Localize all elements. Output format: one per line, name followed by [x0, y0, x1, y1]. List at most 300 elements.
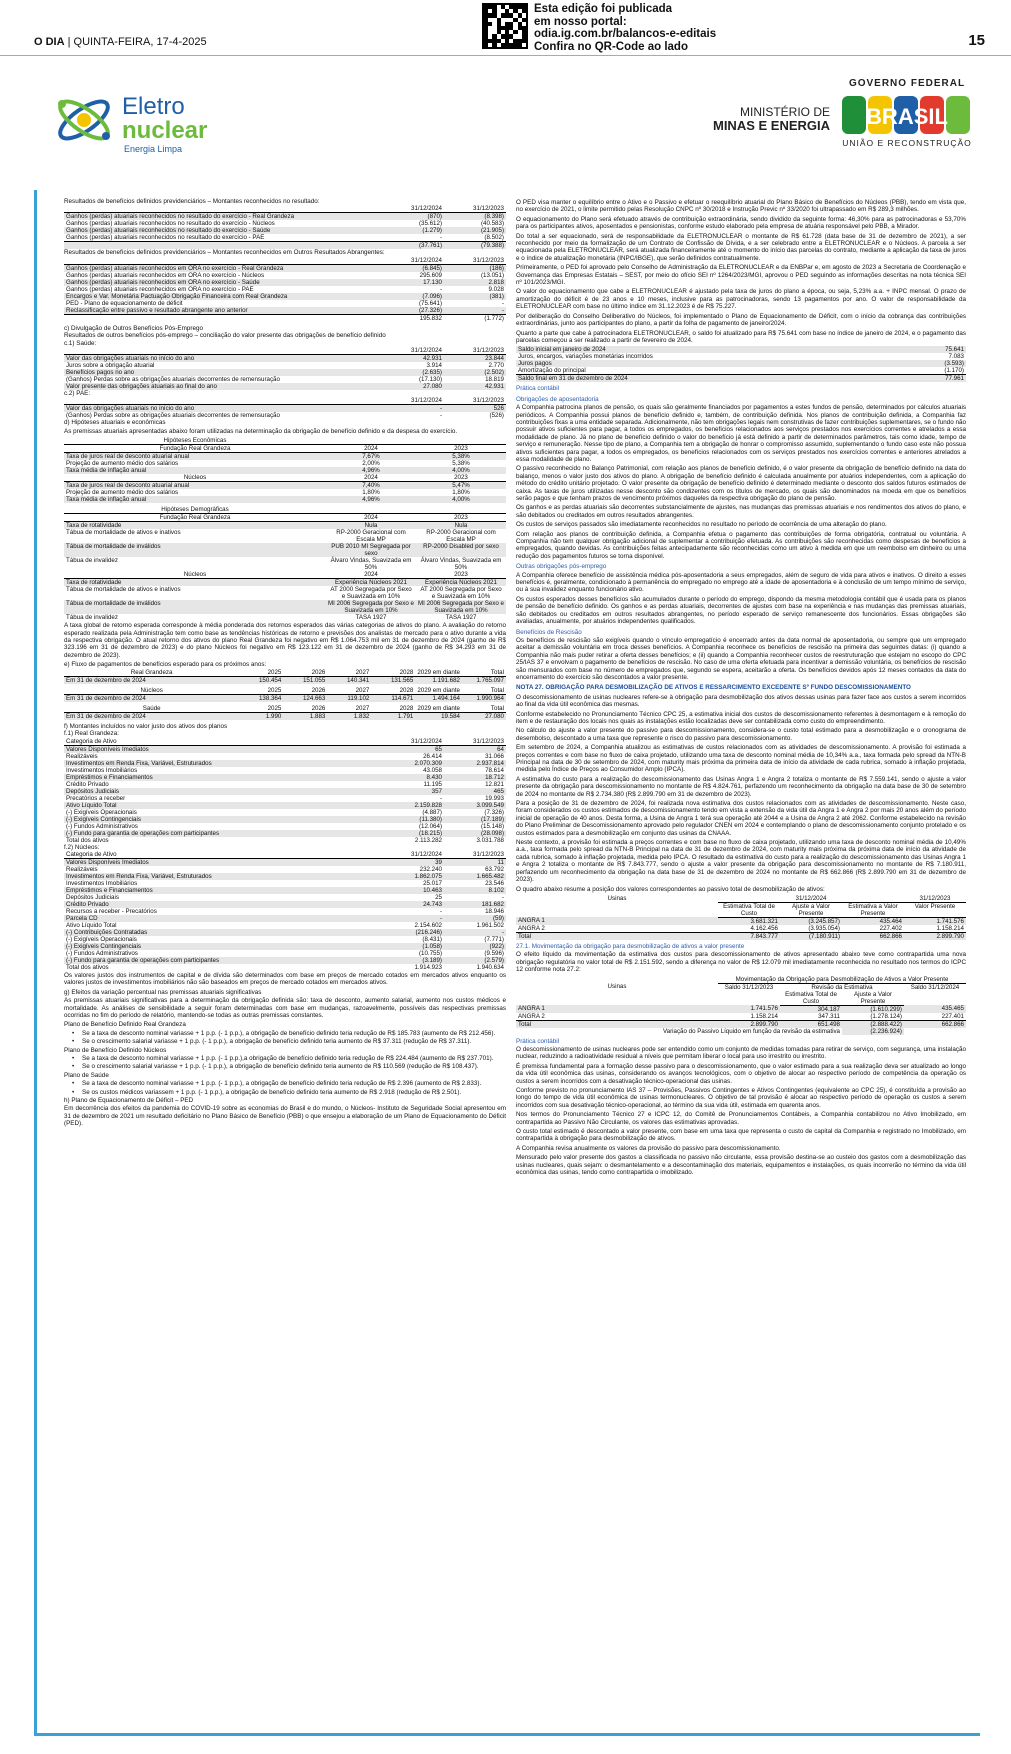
table-cell: AT 2000 Segregada por Sexo e Suavizada em 10%	[420, 586, 502, 601]
table-cell: MI 2006 Segregada por Sexo e Suavizada em 10%	[418, 600, 504, 615]
paragraph: Primeiramente, o PED foi aprovado pelo Conselho de Administração da ELETRONUCLEAR e da ENBPar e, em agosto de 2023 a Secretaria de Coordenação e Governança das Empresas Estatais – SEST, por meio do ofício SEI nº 1264/2023/MGI, aprovou o PED seguindo as informações descritas na nota técnica SEI nº 101/2023/MGI.	[516, 264, 966, 287]
table-cell: Revisão da Estimativa	[811, 983, 873, 991]
table-cell: Núcleos	[64, 571, 326, 579]
brand-band	[34, 62, 980, 182]
table-cell: 2028	[371, 687, 415, 695]
table-cell: (-) Fundos Administrativos	[66, 822, 138, 830]
table-cell: Tábua de mortalidade de ativos e inativos	[66, 529, 181, 537]
table-cell: Valor Presente	[904, 902, 966, 917]
table-row	[64, 873, 506, 880]
table-cell	[64, 257, 382, 265]
table-cell: (2.579)	[444, 957, 506, 964]
table-cell: (21.905)	[444, 227, 506, 234]
table-cell: 42.931	[382, 355, 444, 363]
bullet-item: • Se a taxa de desconto nominal variasse + 1 p.p. (- 1 p.p.),a obrigação de benefício definido teria redução de R$ 224.484 (aumento de R$ 237.701).	[64, 1055, 506, 1062]
table-cell: 4,96%	[326, 496, 416, 503]
table-cell: 7.843.777	[718, 932, 780, 940]
table-cell: 1.665.482	[444, 873, 506, 880]
table-cell: -	[382, 405, 444, 413]
ministry-line: MINISTÉRIO DE	[739, 105, 830, 119]
table-cell: Encargos e Var. Monetária Pactuação Obrigação Financeira com Real Grandeza	[64, 293, 382, 300]
table-cell: 295.609	[419, 271, 442, 279]
table-cell: 1.158.214	[750, 1012, 778, 1020]
table-header-row	[64, 514, 506, 522]
table-cell: 31/12/2023	[444, 851, 506, 859]
table-row	[64, 816, 506, 823]
table-cell: Valores Disponíveis Imediatos	[64, 858, 382, 866]
brasil-wordmark-icon	[842, 94, 972, 136]
paper-date: QUINTA-FEIRA, 17-4-2025	[73, 36, 207, 48]
paragraph: O efeito líquido da movimentação da estimativa dos custos para descomissionamento de ativos apresentado abaixo teve como contrapartida uma nova obrigação regulatória no valor total de R$ 2.151.592, sendo a diferença no valor de R$ 12.079 mil imediatamente reconhecida no resultado nos termos do ICPC 12 conforme nota 27.2:	[516, 951, 966, 974]
table-cell: 42.931	[444, 383, 506, 390]
table-cell: Depósitos Judiciais	[64, 788, 382, 795]
table-row	[516, 346, 966, 353]
subsection-label: Plano de Benefício Definido Núcleos	[64, 1046, 167, 1054]
table-row	[64, 823, 506, 830]
table-row	[64, 369, 506, 376]
section-subtitle: Resultados de outros benefícios pós-emprego – conciliação do valor presente das obrigações de benefício definido	[64, 332, 386, 340]
paragraph: Os benefícios de rescisão são exigíveis quando o vínculo empregatício é encerrado antes da data normal de aposentadoria, ou sempre que um empregado aceitar a demissão voluntária em troca desses benefícios. A Companhia reconhece os benefícios de rescisão na primeira das seguintes datas: (i) quando a Companhia não mais puder retirar a oferta desses benefícios; e (ii) quando a Companhia reconhecer custos de reestruturação que estejam no escopo do CPC 25/IAS 37 e envolvam o pagamento de benefícios de rescisão. No caso de uma oferta efetuada para incentivar a demissão voluntária, os benefícios de rescisão são mensurados com base no número de empregados que, segundo se espera, aceitarão a oferta. Os benefícios devidos após 12 meses contados da data do encerramento do exercício são descontados a valor presente.	[516, 636, 966, 681]
table-cell: (40.583)	[480, 220, 504, 228]
table-cell: (7.771)	[484, 935, 504, 943]
table-cell: 435.464	[842, 917, 904, 925]
table-cell: (3.593)	[901, 360, 966, 367]
table-cell: 19.584	[415, 712, 462, 720]
qr-code-icon[interactable]	[482, 3, 528, 49]
table-cell: 1.990.964	[462, 694, 506, 702]
table-cell: Juros, encargos, variações monetárias incorridos	[518, 353, 653, 361]
table-row	[64, 272, 506, 279]
bullet-item: • Se o crescimento salarial variasse + 1 p.p. (- 1 p.p.), a obrigação de benefício definido teria aumento de R$ 37.311 (redução de R$ 37.311).	[64, 1038, 506, 1045]
table-cell: 78.614	[485, 766, 504, 774]
table-cell: (Ganhos) Perdas sobre as obrigações atuariais decorrentes de remensuração	[66, 376, 280, 384]
table-cell: Ganhos (perdas) atuariais reconhecidos em ORA no exercício - PAE	[66, 285, 254, 293]
table-cell: (7.326)	[484, 808, 504, 816]
table-cell: -	[439, 285, 442, 293]
table-header-row	[64, 506, 506, 514]
table-cell: Estimativa Total de Custo	[718, 902, 780, 917]
table-row	[64, 453, 506, 461]
table-row	[64, 901, 506, 908]
table-cell: Categoria de Ativo	[64, 851, 382, 859]
table-cell: 11.195	[423, 780, 442, 788]
table-cell: 131.565	[371, 676, 415, 684]
table-row	[516, 1020, 966, 1028]
table-cell: Ganhos (perdas) atuariais reconhecidos no resultado do exercício - Núcleos	[66, 220, 275, 228]
table-cell: PUB 2010 MI Segregada por sexo	[326, 543, 416, 557]
table-cell: Realizáveis	[66, 865, 98, 873]
table-cell: Ganhos (perdas) atuariais reconhecidos no resultado do exercício - PAE	[66, 234, 265, 242]
brasil-text: BRASIL	[866, 104, 948, 129]
paragraph: Do total a ser equacionado, será de responsabilidade da ELETRONUCLEAR o montante de R$ 61.728 (data base de 31 de dezembro de 2021), a ser reconhecido por meio da formalização de um Contrato de Confissão de Dívida, e a ser celebrado entre a ELETRONUCLEAR e o Núcleos. A parcela a ser equacionada pela ELETRONUCLEAR, será atualizada financeiramente até o momento do início das parcelas do contrato, mediante a aplicação da taxa de juros e o índice de atualização monetária (INPC/IBGE), que serão definidos contratualmente.	[516, 232, 966, 262]
table-row	[64, 529, 506, 543]
table-cell: Valor presente das obrigações atuariais ao final do ano	[64, 383, 382, 390]
paragraph: Os custos esperados desses benefícios são acumulados durante o período do emprego, dispondo da mesma metodologia contábil que é usada para os planos de pensão de benefício definido. Os ganhos e as perdas atuariais, decorrentes de ajustes com base na experiência e nas mudanças das premissas atuariais, são debitados ou creditados em outros resultados abrangentes, no período esperado de serviço remanescente dos funcionários. Essas obrigações são avaliadas, anualmente, por atuários independentes qualificados.	[516, 595, 966, 626]
table-cell: (-) Fundo para garantia de operações com participantes	[64, 830, 382, 837]
table-cell: ANGRA 2	[518, 1012, 545, 1020]
economic-assumptions-table	[64, 437, 506, 503]
table-cell: (Ganhos) Perdas sobre as obrigações atuariais decorrentes de remensuração	[66, 412, 280, 420]
qr-line: Esta edição foi publicada	[534, 3, 673, 15]
table-cell: Saldo final em 31 de dezembro de 2024	[516, 375, 901, 383]
bullet-item: • Se a taxa de desconto nominal variasse + 1 p.p. (- 1 p.p.), a obrigação de benefício definido teria redução de R$ 185.783 (aumento de R$ 212.456).	[64, 1030, 506, 1037]
table-cell: 31/12/2023	[904, 895, 966, 903]
table-cell: 2026	[283, 669, 327, 677]
table-cell: 651.498	[780, 1020, 842, 1028]
table-cell: Ajuste a Valor Presente	[780, 902, 842, 917]
table-cell: Fundação Real Grandeza	[64, 445, 326, 453]
table-cell: 357	[382, 788, 444, 795]
table-cell: 2026	[283, 687, 327, 695]
benefit-flow-table	[64, 669, 506, 684]
table-row	[64, 543, 506, 557]
table-row	[64, 887, 506, 894]
table-cell: Amortização do principal	[518, 367, 586, 375]
table-cell: Tábua de invalidez	[66, 614, 118, 622]
table-cell: 227.402	[879, 924, 902, 932]
paragraph: O equacionamento do Plano será efetuado através de contribuição extraordinária, sendo dividido da seguinte forma: 46,30% para as patrocinadoras e 53,70% para os participantes ativos, aposentados e pensionistas, conforme estudo elaborado pela empresa de atuária responsável pelo PBB, a Mirador.	[516, 215, 966, 231]
table-cell: 8.430	[382, 774, 444, 781]
section-title: c) Divulgação de Outros Benefícios Pós-Emprego	[64, 324, 203, 332]
table-cell: (79.388)	[444, 242, 506, 250]
table-header-row	[64, 669, 506, 677]
table-row	[516, 1028, 966, 1035]
table-cell: Em 31 de dezembro de 2024	[64, 694, 239, 702]
table-cell: 232.240	[419, 865, 442, 873]
table-cell: Saldo 31/12/2024	[910, 983, 960, 991]
table-cell: 2024	[326, 514, 416, 522]
table-row	[64, 964, 506, 971]
table-cell: 2027	[327, 687, 371, 695]
table-row	[64, 579, 506, 587]
qr-link[interactable]: odia.ig.com.br/balancos-e-editais	[534, 28, 717, 40]
table-cell: 1,80%	[452, 489, 470, 497]
table-cell: Valor das obrigações atuariais no início do ano	[64, 355, 382, 363]
table-cell: 124.663	[283, 694, 327, 702]
table-cell: 2,00%	[362, 460, 380, 468]
table-cell	[416, 437, 506, 445]
table-cell: 2027	[327, 669, 371, 677]
table-cell: (2.888.422)	[842, 1020, 904, 1028]
paragraph: Conforme estabelecido no Pronunciamento Técnico CPC 25, a estimativa inicial dos custos de descomissionamento referentes à desmontagem e à remoção do item e de restauração dos locais nos quais as instalações estão localizadas deve ser contabilizada como custo do empreendimento.	[516, 710, 966, 725]
table-cell: Ganhos (perdas) atuariais reconhecidos em ORA no exercício - Saúde	[64, 279, 382, 286]
table-cell: Realizáveis	[66, 752, 98, 760]
section-title: d) Hipóteses atuariais e econômicas	[64, 419, 166, 427]
table-row	[64, 227, 506, 234]
table-cell: Reclassificação entre passivo e resultado abrangente ano anterior	[64, 307, 382, 315]
table-cell: 5,47%	[416, 482, 506, 490]
table-cell: 140.341	[327, 676, 371, 684]
table-cell: (3.189)	[382, 957, 444, 964]
table-cell: 75.641	[901, 346, 966, 353]
section-title: Benefícios de Rescisão	[516, 628, 582, 636]
table-row	[64, 915, 506, 922]
table-cell: 2023	[416, 571, 506, 579]
table-cell: 65	[382, 745, 444, 753]
table-cell: Precatórios a receber	[66, 794, 126, 802]
table-cell: 31/12/2024	[718, 895, 904, 903]
table-header-row	[516, 895, 966, 903]
table-cell: Em 31 de dezembro de 2024	[64, 676, 239, 684]
table-row	[64, 866, 506, 873]
subsection-label: c.1) Saúde:	[64, 339, 97, 347]
table-cell: Experiência Núcleos 2021	[416, 579, 506, 587]
paragraph: O descomissionamento de usinas nucleares pode ser entendido como um conjunto de medidas tomadas para retirar de serviço, com segurança, uma instalação nuclear, reduzindo a radioatividade residual a níveis que permitam liberar o local para uso irrestrito ou irrestrito.	[516, 1045, 966, 1061]
table-cell: 17.130	[382, 279, 444, 286]
table-cell: Total	[516, 1020, 718, 1028]
table-cell: Estimativa Total de Custo	[780, 991, 842, 1006]
paragraph: Em decorrência dos efeitos da pandemia do COVID-19 sobre as economias do Brasil e do mundo, o Núcleos- Instituto de Seguridade Social apresentou em 31 de dezembro de 2021 um resultado deficitário no Plano Básico de Benefício (PBB) o que ensejou a elaboração de um Plano de Equacionamento do Déficit (PED).	[64, 1105, 506, 1128]
table-cell: Ajuste a Valor Presente	[842, 991, 904, 1006]
table-row	[64, 788, 506, 795]
note-title: NOTA 27. OBRIGAÇÃO PARA DESMOBILIZAÇÃO DE ATIVOS E RESSARCIMENTO EXCEDENTE Sº FUNDO DESCOMISSIONAMENTO	[516, 684, 911, 692]
table-row	[64, 460, 506, 467]
table-cell: Taxa de juros real de desconto atuarial anual	[64, 482, 326, 490]
table-cell: 150.454	[239, 676, 283, 684]
table-cell: 114.671	[371, 694, 415, 702]
table-cell: Tábua de invalidez	[66, 557, 118, 565]
table-row	[64, 522, 506, 530]
paragraph: A taxa global de retorno esperada corresponde à média ponderada dos retornos esperados das várias categorias de ativos do plano. A avaliação do retorno esperado realizada pela Administração tem como base as tendências históricas de retorno e previsões dos analistas de mercado para o ativo durante a vida da respectiva obrigação. O atual retorno dos ativos do plano Real Grandeza foi negativo em R$ 1.064.753 mil em 31 de dezembro de 2024 (ganho de R$ 323.196 em 31 de dezembro de 2023) e do plano Núcleos foi negativo em R$ 123.122 em 31 de dezembro de 2024 (ganho de R$ 34.293 em 31 de dezembro de 2023).	[64, 622, 506, 659]
table-cell: 1,80%	[362, 489, 380, 497]
paper-title: O DIA	[34, 36, 65, 48]
table-cell: Núcleos	[64, 687, 239, 695]
table-cell: -	[382, 915, 444, 922]
table-cell: 31/12/2023	[444, 738, 506, 746]
table-cell: RP-2000 Disabled por sexo	[416, 543, 506, 557]
eletronuclear-logo	[50, 80, 270, 160]
table-cell: 31/12/2024	[382, 738, 444, 746]
table-cell: 662.866	[904, 1020, 966, 1028]
table-row	[64, 894, 506, 901]
table-cell: (3.935.054)	[808, 924, 840, 932]
atom-logo-icon	[50, 80, 270, 160]
table-cell: 31/12/2024	[382, 257, 444, 265]
table-cell: 4,00%	[416, 496, 506, 503]
government-logo	[834, 78, 980, 148]
table-row	[64, 405, 506, 413]
table-cell: Núcleos	[64, 474, 326, 482]
qr-line: Confira no QR-Code ao lado	[534, 40, 688, 53]
table-cell: Nula	[416, 522, 506, 530]
table-cell: (922)	[444, 943, 506, 950]
table-cell	[64, 205, 382, 213]
table-cell: (7.096)	[382, 293, 444, 300]
table-cell: Saldo 31/12/2023	[724, 983, 774, 991]
table-cell: Ganhos (perdas) atuariais reconhecidos em ORA no exercício - Real Grandeza	[64, 264, 382, 272]
table-cell: 31/12/2024	[382, 347, 444, 355]
table-row	[64, 586, 506, 600]
table-row	[64, 781, 506, 788]
table-cell: 2.818	[444, 279, 506, 286]
table-cell: 26.414	[423, 752, 442, 760]
table-row	[64, 712, 506, 720]
paragraph: Neste contexto, a provisão foi estimada a preços correntes e com base no fluxo de caixa projetado, utilizando uma taxa de desconto nominal média de 10,49% a.a., taxa formada pelo spread da NTN-B Principal na data de 31 de dezembro de 2024, com maturity mais próxima da próxima data de início da atividade de cada rubrica, somado à inflação projetada, medida pelo IPCA. O resultado da estimativa do custo para a realização do descomissionamento das Usinas Angra 1 e Angra 2 totaliza o montante de R$ 7.843.777, sendo o ajuste a valor presente da obrigação para descomissionamento no montante de R$ 7.180.911, perfazendo um reconhecimento da obrigação na data base de 31 de dezembro de 2024 no montante de R$ 662.866 (R$ 2.899.790 em 31 de dezembro de 2023).	[516, 839, 966, 884]
table-row	[516, 917, 966, 925]
table-row	[64, 809, 506, 816]
paragraph: O custo total estimado é descontado a valor presente, com base em uma taxa que representa o custo de capital da Companhia e registrado no Imobilizado, em contrapartida à obrigação para desmobilização de ativos.	[516, 1128, 966, 1143]
table-row	[64, 943, 506, 950]
table-cell: 2025	[239, 687, 283, 695]
table-header-row	[64, 738, 506, 746]
paragraph: O PED visa manter o equilíbrio entre o Ativo e o Passivo e efetuar o reequilíbrio atuarial do Plano Básico de Benefícios do Núcleos (PBB), tendo em vista que, no exercício de 2021, o limite permitido pelas Resolução CNPC nº 30/2018 e Instrução Previc nº 33/2020 foi ultrapassado em R$ 289,3 milhões.	[516, 199, 966, 214]
table-cell: 31/12/2024	[382, 851, 444, 859]
table-cell: (8.502)	[484, 234, 504, 242]
table-cell: 435.465	[904, 1005, 966, 1013]
table-row	[64, 557, 506, 571]
table-cell: 138.364	[239, 694, 283, 702]
section-title: f) Montantes incluídos no valor justo dos ativos dos planos	[64, 722, 228, 730]
table-cell: Benefícios pagos no ano	[64, 369, 382, 376]
table-cell: 181.682	[444, 901, 506, 908]
ped-balance-table	[516, 346, 966, 382]
table-cell: 77.961	[901, 375, 966, 383]
table-cell: (9.596)	[484, 949, 504, 957]
page-number: 15	[968, 32, 985, 49]
health-obligation-table	[64, 347, 506, 390]
table-row	[64, 614, 506, 621]
table-cell: Projeção de aumento médio dos salários	[66, 460, 179, 468]
table-row	[516, 932, 966, 940]
table-cell: 31/12/2023	[444, 205, 506, 213]
table-row	[64, 676, 506, 684]
subsection-label: Plano de Saúde	[64, 1071, 109, 1079]
table-cell: 2023	[416, 514, 506, 522]
table-cell: 1.914.923	[414, 963, 442, 971]
table-row	[64, 220, 506, 227]
table-cell: Ativo Líquido Total	[64, 802, 382, 809]
table-cell: (37.761)	[382, 242, 444, 250]
table-cell: 2.899.790	[904, 932, 966, 940]
paragraph: Quanto a parte que cabe à patrocinadora ELETRONUCLEAR, o saldo foi atualizado para R$ 75.641 com base no índice de janeiro de 2024, e o pagamento das parcelas começou a ser realizado a partir de fevereiro de 2024.	[516, 329, 966, 344]
accounting-practice-heading: Prática contábil	[516, 385, 560, 393]
table-cell: 43.058	[423, 766, 442, 774]
table-cell	[64, 242, 382, 250]
table-cell: (-) Exigíveis Operacionais	[66, 935, 137, 943]
table-row	[64, 383, 506, 390]
table-cell: (27.326)	[382, 307, 444, 315]
table-cell: 2028	[371, 669, 415, 677]
paragraph: Mensurado pelo valor presente dos gastos a classificada no passivo não circulante, essa provisão destina-se ao custeio dos gastos com a desmobilização das usinas nucleares, quais sejam: o desmantelamento e a descontaminação dos materiais, equipamentos e instalações, os quais incorrerão no término da vida útil econômica das usinas, tendo como contrapartida o imobilizado.	[516, 1154, 966, 1177]
decommissioning-movement-table	[516, 976, 966, 1035]
table-cell: Experiência Núcleos 2021	[326, 579, 416, 587]
table-cell: 12.821	[485, 780, 504, 788]
paragraph: A Companhia patrocina planos de pensão, os quais são geralmente financiados por pagamentos a estes fundos de pensão, determinados por cálculos atuariais periódicos. A Companhia possui planos de benefício definido e, também, de contribuição definida. Nos planos de contribuição definida, a Companhia faz contribuições fixas a uma entidade separada. Adicionalmente, não tem obrigações legais nem construtivas de fazer contribuições suplementares, se o fundo não possuir ativos suficientes para pagar, a todos os empregados, os benefícios relacionados aos serviços prestados nos exercícios correntes e atrelados a essa modalidade de plano. Já no plano de benefício definido o valor do benefício já está definido a partir de determinados parâmetros, tais como idade, tempo de serviço e remuneração. Nesse tipo de plano, a Companhia tem a obrigação de honrar o compromisso assumido, suplementando o fundo caso este não possua ativos suficientes para pagar, a todos os empregados, os benefícios relacionados com os serviços prestados nos exercícios correntes e anteriores atrelados a essa modalidade de plano.	[516, 404, 966, 463]
table-cell: Crédito Privado	[66, 780, 109, 788]
table-header-row	[64, 705, 506, 713]
table-header-row	[64, 571, 506, 579]
table-cell: -	[439, 412, 442, 420]
table-cell: 23.844	[444, 355, 506, 363]
section-title: Outras obrigações pós-emprego	[516, 563, 607, 571]
table-cell: ANGRA 1	[516, 1005, 718, 1013]
table-cell: Nula	[326, 522, 416, 530]
table-cell: Projeção de aumento médio dos salários	[66, 489, 179, 497]
table-cell	[516, 976, 718, 984]
table-cell: (1.170)	[944, 367, 964, 375]
table-cell: 662.866	[842, 932, 904, 940]
table-cell: Em 31 de dezembro de 2024	[64, 712, 239, 720]
table-cell	[416, 506, 506, 514]
gov-top-label: GOVERNO FEDERAL	[848, 78, 966, 89]
table-row	[64, 314, 506, 322]
benefit-flow-tables	[64, 669, 506, 720]
table-cell: (7.180.911)	[780, 932, 842, 940]
table-cell: (17.130)	[418, 376, 442, 384]
table-cell	[326, 437, 416, 445]
real-grandeza-assets-table	[64, 738, 506, 844]
bullet-item: • Se o crescimento salarial variasse + 1 p.p. (- 1 p.p.), a obrigação de benefício definido teria aumento de R$ 110.569 (redução de R$ 108.437).	[64, 1063, 506, 1070]
table-row	[64, 760, 506, 767]
table-cell: Usinas	[607, 983, 627, 991]
table-cell: 18.712	[444, 774, 506, 781]
table-cell: RP-2000 Geracional com Escala MP	[336, 529, 406, 544]
table-row	[64, 753, 506, 760]
section-title: h) Plano de Equacionamento de Déficit – PED	[64, 1097, 194, 1104]
paragraph: Conforme previsto no pronunciamento IAS 37 – Provisões, Passivos Contingentes e Ativos Contingentes (equivalente ao CPC 25), é constituída a provisão ao longo do tempo de vida útil econômica de usinas termonucleares. O objetivo de tal provisão é alocar ao respectivo período de operação os custos a serem incorridos com sua desativação técnico-operacional, ao término da sua vida útil, estimada em quarenta anos.	[516, 1086, 966, 1109]
table-cell: Tábua de mortalidade de ativos e inativos	[66, 586, 181, 594]
table-cell: Valor das obrigações atuariais no início do ano	[64, 405, 382, 413]
table-cell: (2.236.924)	[842, 1028, 904, 1035]
table-cell: (10.755)	[418, 949, 442, 957]
table-row	[64, 936, 506, 943]
table-cell: 39	[382, 858, 444, 866]
table-cell: 1.158.214	[936, 924, 964, 932]
table-cell: 63.792	[485, 865, 504, 873]
table-cell: Taxa de rotatividade	[64, 579, 326, 587]
table-cell: Juros sobre a obrigação atuarial	[66, 362, 155, 370]
table-cell: Total dos ativos	[66, 963, 109, 971]
ministry-label	[710, 106, 830, 132]
table-cell: PED - Plano de equacionamento de déficit	[66, 299, 183, 307]
bullet-list	[64, 1030, 506, 1046]
table-cell: 2027	[327, 705, 371, 713]
table-cell: 31/12/2024	[382, 397, 444, 405]
table-cell: Estimativa a Valor Presente	[842, 902, 904, 917]
paragraph: O passivo reconhecido no Balanço Patrimonial, com relação aos planos de benefício definido, é o valor presente da obrigação de benefício definido na data do balanço, menos o valor justo dos ativos do plano. A obrigação de benefício definido é calculada anualmente por atuários independentes, com a aplicação do método do crédito unitário projetado. O valor presente da obrigação de benefício definido é determinado mediante o desconto dos saldos futuros estimados de caixa. As taxas de juros utilizadas nesse desconto são condizentes com os títulos de mercado, os quais são denominados na moeda em que os benefícios serão pagos e que tenham prazos de vencimento próximos daqueles da respectiva obrigação do plano de pensão.	[516, 465, 966, 502]
table-cell: -	[444, 929, 506, 936]
table-row	[64, 489, 506, 496]
table-cell: (1.772)	[444, 314, 506, 322]
table-cell: Valores Disponíveis Imediatos	[64, 745, 382, 753]
table-header-row	[516, 983, 966, 991]
table-cell: 24.743	[382, 901, 444, 908]
table-cell: ANGRA 2	[518, 924, 545, 932]
table-cell: -	[439, 234, 442, 242]
section-title: 27.1. Movimentação da obrigação para desmobilização de ativos a valor presente	[516, 942, 745, 950]
section-title: Obrigações de aposentadoria	[516, 395, 599, 403]
table-cell: 1.191.682	[415, 676, 462, 684]
table-cell: 1.940.634	[476, 963, 504, 971]
table-cell	[64, 314, 382, 322]
paragraph: Em setembro de 2024, a Companhia atualizou as estimativas de custos relacionados com as atividades de descomissionamento. A provisão foi estimada a preços correntes e com base no fluxo de caixa projetado, utilizando uma taxa de desconto nominal média de 10,34% a.a., taxa formada pelo spread da NTN-B Principal na data de 30 de setembro de 2024, com maturity mais próxima da primeira data de início da atividade de cada rubrica, somado à inflação projetada, medida pelo Índice de Preços ao Consumidor Amplo (IPCA).	[516, 744, 966, 774]
table-row	[64, 362, 506, 369]
logo-text-nuclear: nuclear	[122, 117, 208, 144]
table-cell: Ganhos (perdas) atuariais reconhecidos no resultado do exercício - Real Grandeza	[64, 213, 382, 221]
table-cell: (526)	[489, 412, 504, 420]
table-cell: 1.862.075	[382, 873, 444, 880]
table-cell: Total dos ativos	[66, 836, 109, 844]
table-cell: 2028	[371, 705, 415, 713]
table-cell: 9.028	[488, 285, 504, 293]
table-header-row	[64, 474, 506, 482]
table-cell: Hipóteses Econômicas	[64, 437, 326, 445]
table-cell: (-) Fundo para garantia de operações com participantes	[64, 957, 382, 964]
table-cell: Variação do Passivo Líquido em função da revisão da estimativa	[662, 1027, 840, 1035]
table-cell	[64, 347, 382, 355]
paragraph: A Companhia oferece benefício de assistência médica pós-aposentadoria a seus empregados, além de seguro de vida para ativos e inativos. O direito a esses benefícios é, geralmente, condicionado à permanência do empregado no emprego até a idade de aposentadoria e à conclusão de um tempo mínimo de serviço, ou à sua invalidez enquanto funcionário ativo.	[516, 571, 966, 594]
table-row	[64, 496, 506, 503]
